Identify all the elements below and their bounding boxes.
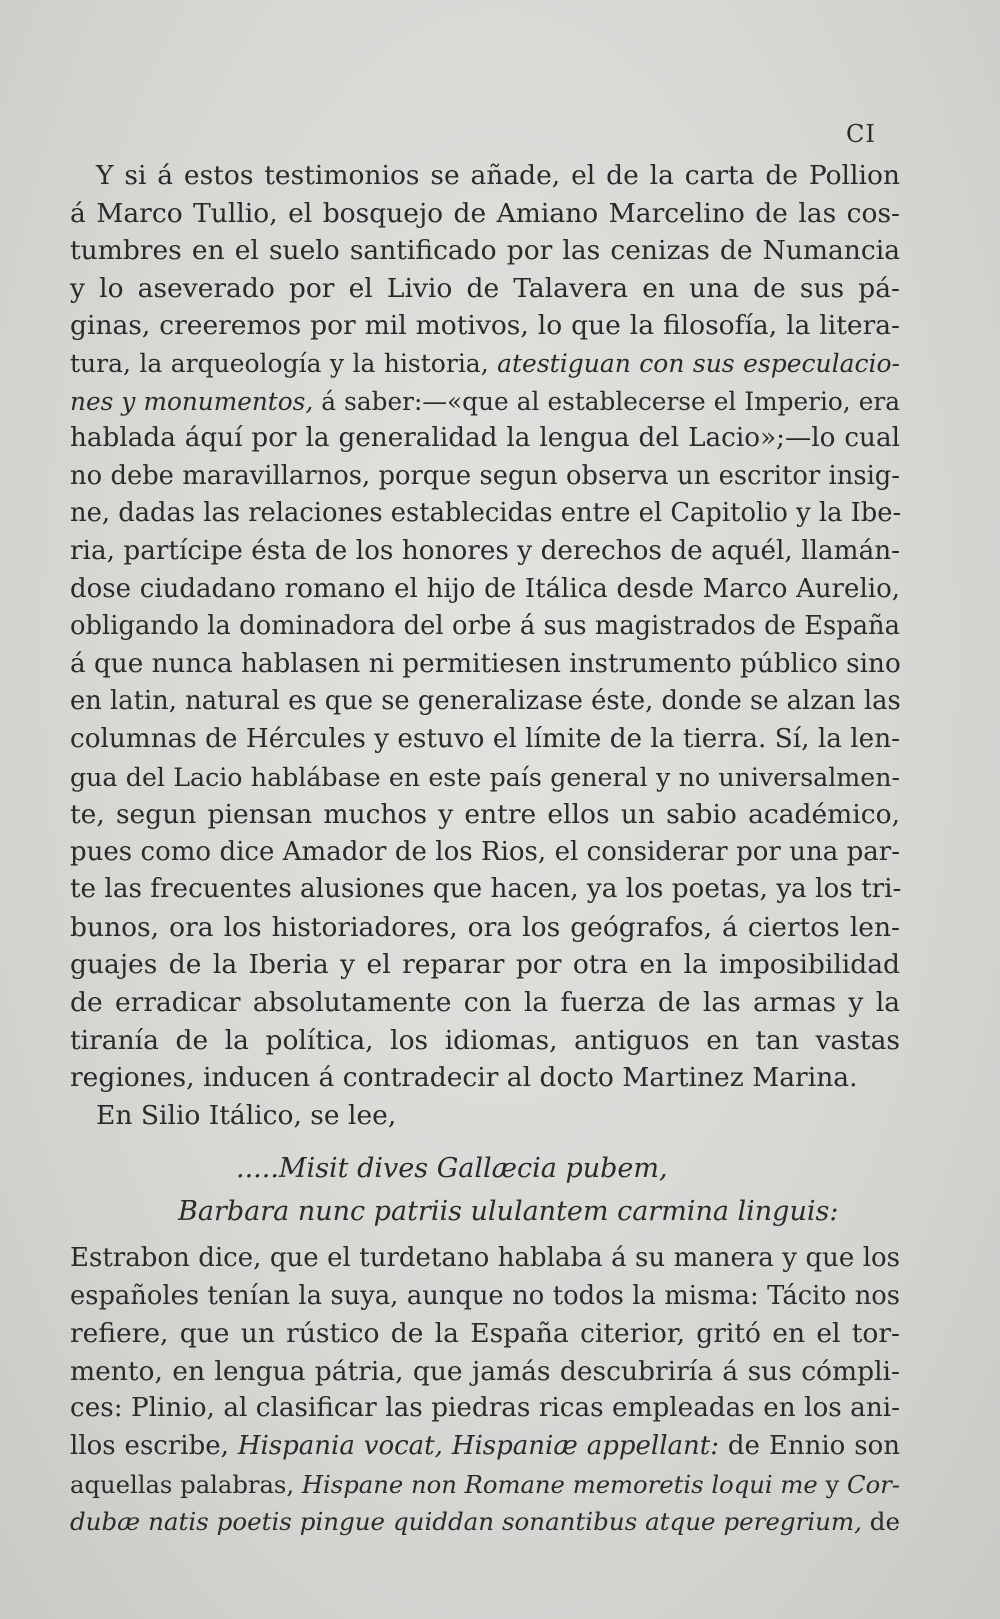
text-line	[70, 1278, 900, 1316]
text-segment: ne, dadas las relaciones establecidas entre el Capitolio y la Ibe-	[70, 498, 902, 529]
italic-text: Cor-	[847, 1469, 900, 1499]
text-line	[70, 759, 900, 797]
text-line	[70, 383, 900, 421]
verse-line-1: .....Misit dives Gallæcia pubem,	[236, 1153, 668, 1184]
text-segment: En Silio Itálico, se lee,	[96, 1099, 397, 1131]
text-segment: columnas de Hércules y estuvo el límite de la tierra. Sí, la len-	[70, 723, 900, 754]
text-segment: dose ciudadano romano el hijo de Itálica desde Marco Aurelio,	[70, 573, 900, 604]
text-line	[70, 195, 900, 233]
text-segment: tura, la arqueología y la historia,	[70, 348, 498, 378]
text-line	[70, 1315, 900, 1353]
text-line	[70, 984, 900, 1022]
text-line	[70, 571, 900, 609]
text-segment: te las frecuentes alusiones que hacen, ya los poetas, ya los tri-	[70, 874, 902, 905]
text-line	[70, 683, 900, 721]
text-segment: de erradicar absolutamente con la fuerza de las armas y la	[70, 987, 900, 1019]
text-line	[70, 1353, 900, 1391]
text-line	[70, 796, 900, 834]
text-segment: bunos, ora los historiadores, ora los geógrafos, á ciertos len-	[70, 911, 900, 943]
italic-text: nes y monumentos,	[70, 386, 314, 416]
text-line	[70, 608, 900, 646]
text-line	[70, 1503, 900, 1541]
text-segment: obligando la dominadora del orbe á sus magistrados de España	[70, 611, 900, 642]
text-line	[70, 1022, 900, 1060]
text-segment: Estrabon dice, que el turdetano hablaba á su manera y que los	[70, 1243, 900, 1273]
text-line	[70, 1466, 900, 1504]
text-segment: de	[861, 1507, 900, 1537]
paragraph-main	[70, 157, 900, 1134]
text-line	[70, 270, 900, 308]
text-line	[70, 458, 900, 496]
text-segment: ces: Plinio, al clasificar las piedras ricas empleadas en los ani-	[70, 1393, 900, 1424]
text-segment: gua del Lacio hablábase en este país general y no universalmen-	[70, 762, 900, 792]
italic-text: Hispania vocat, Hispaniæ appellant:	[237, 1430, 719, 1461]
text-line	[70, 946, 900, 984]
italic-text: Hispane non Romane memoretis loqui me	[301, 1469, 818, 1499]
text-segment: ria, partícipe ésta de los honores y derechos de aquél, llamán-	[70, 535, 900, 566]
text-segment: hablada áquí por la generalidad la lengua del Lacio»;—lo cual	[70, 423, 900, 454]
text-segment: regiones, inducen á contradecir al docto Martinez Marina.	[70, 1062, 858, 1094]
text-line	[70, 345, 900, 383]
text-line	[70, 495, 900, 533]
text-line	[70, 157, 900, 195]
text-segment: de Ennio son	[718, 1430, 900, 1461]
text-segment: no debe maravillarnos, porque segun observa un escritor insig-	[70, 460, 900, 491]
text-line	[70, 307, 900, 345]
text-segment: y lo aseverado por el Livio de Talavera en una de sus pá-	[70, 272, 900, 304]
text-line	[70, 871, 900, 909]
page-number: CI	[846, 120, 876, 148]
verse-line-2: Barbara nunc patriis ululantem carmina linguis:	[178, 1196, 839, 1227]
text-segment: tumbres en el suelo santificado por las cenizas de Numancia	[70, 235, 900, 267]
text-segment: en latin, natural es que se generalizase éste, donde se alzan las	[70, 686, 901, 717]
text-line	[70, 834, 900, 872]
text-line	[70, 1097, 900, 1135]
text-segment: tiranía de la política, los idiomas, antiguos en tan vastas	[70, 1024, 900, 1056]
text-segment: guajes de la Iberia y el reparar por otra en la imposibilidad	[70, 949, 900, 981]
text-segment: aquellas palabras,	[70, 1469, 302, 1499]
text-segment: ginas, creeremos por mil motivos, lo que la filosofía, la litera-	[70, 310, 900, 342]
text-segment: y	[817, 1469, 848, 1499]
text-segment: á que nunca hablasen ni permitiesen instrumento público sino	[70, 648, 901, 679]
text-line	[70, 232, 900, 270]
text-segment: Y si á estos testimonios se añade, el de la carta de Pollion	[96, 160, 900, 191]
text-segment: llos escribe,	[70, 1430, 238, 1461]
text-segment: te, segun piensan muchos y entre ellos un sabio académico,	[70, 799, 900, 831]
text-line	[70, 909, 900, 947]
text-segment: mento, en lengua pátria, que jamás descubriría á sus cómpli-	[70, 1355, 900, 1387]
text-line	[70, 1428, 900, 1466]
text-segment: á saber:—«que al establecerse el Imperio, era	[313, 386, 900, 416]
text-line	[70, 1059, 900, 1097]
italic-text: dubæ natis poetis pingue quiddan sonantibus atque peregrium,	[70, 1507, 862, 1537]
text-segment: á Marco Tullio, el bosquejo de Amiano Marcelino de las cos-	[70, 197, 900, 229]
text-segment: españoles tenían la suya, aunque no todos la misma: Tácito nos	[70, 1280, 900, 1311]
text-line	[70, 646, 900, 684]
text-line	[70, 533, 900, 571]
text-line	[70, 1240, 900, 1278]
text-line	[70, 1390, 900, 1428]
text-line	[70, 420, 900, 458]
italic-text: atestiguan con sus especulacio-	[497, 348, 900, 378]
text-line	[70, 721, 900, 759]
paragraph-second	[70, 1240, 900, 1541]
text-segment: pues como dice Amador de los Rios, el considerar por una par-	[70, 836, 900, 867]
text-segment: refiere, que un rústico de la España citerior, gritó en el tor-	[70, 1318, 900, 1350]
